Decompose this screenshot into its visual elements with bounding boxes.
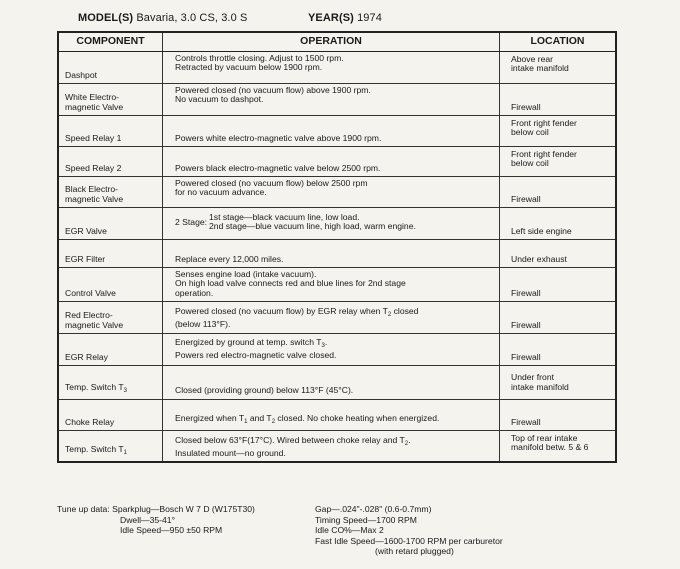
year-label: YEAR(S) — [308, 12, 354, 24]
component-name: Black Electro- — [65, 184, 119, 195]
operation-line: Closed below 63°F(17°C). Wired between choke relay and $T_2$. — [175, 435, 411, 447]
operation-line: No vacuum to dashpot. — [175, 94, 264, 105]
operation-prefix: 2 Stage: — [175, 217, 208, 227]
table-row — [59, 83, 615, 115]
operation-line: Senses engine load (intake vacuum). — [175, 269, 317, 279]
tuneup-data-right — [315, 504, 503, 557]
tuneup-fast-idle-note: (with retard plugged) — [375, 546, 454, 556]
location-line: Top of rear intake — [511, 433, 578, 443]
operation-line: Powered closed (no vacuum flow) below 2500 rpm — [175, 178, 368, 188]
component-name: EGR Relay — [65, 351, 108, 362]
operation-line: Closed (providing ground) below 113°F (45°C). — [175, 384, 354, 395]
location-line: Firewall — [511, 416, 541, 427]
table-row — [59, 176, 615, 207]
operation-line: 1st stage—black vacuum line, low load. — [209, 212, 360, 222]
component-name: Temp. Switch $T_1$ — [65, 443, 127, 456]
operation-line: for no vacuum advance. — [175, 187, 267, 198]
location-line: Firewall — [511, 101, 541, 112]
table-row — [59, 399, 615, 430]
model-value: Bavaria, 3.0 CS, 3.0 S — [136, 12, 248, 24]
operation-line: 2nd stage—blue vacuum line, high load, warm engine. — [209, 221, 416, 232]
location-line: intake manifold — [511, 381, 569, 392]
location-line: Firewall — [511, 351, 541, 362]
table-row — [59, 239, 615, 267]
operation-line: Powers white electro-magnetic valve above 1900 rpm. — [175, 132, 382, 143]
component-name: magnetic Valve — [65, 193, 124, 204]
location-line: Under front — [511, 372, 554, 383]
tuneup-sparkplug: Sparkplug—Bosch W 7 D (W175T30) — [112, 504, 255, 514]
tuneup-idle-co: Idle CO%—Max 2 — [315, 525, 384, 535]
component-name: magnetic Valve — [65, 101, 124, 112]
location-line: below coil — [511, 127, 549, 138]
location-line: Front right fender — [511, 149, 577, 159]
operation-line: Energized by ground at temp. switch $T_3$. — [175, 337, 328, 349]
column-header-component: COMPONENT — [59, 33, 163, 51]
document-header — [78, 12, 382, 24]
operation-line: Powers black electro-magnetic valve below 2500 rpm. — [175, 162, 381, 173]
table-row — [59, 52, 615, 83]
component-table — [57, 31, 617, 463]
component-name: Control Valve — [65, 287, 116, 298]
component-name: White Electro- — [65, 92, 119, 103]
component-name: magnetic Valve — [65, 319, 124, 330]
table-row — [59, 115, 615, 146]
location-line: manifold betw. 5 & 6 — [511, 442, 589, 453]
table-row — [59, 301, 615, 333]
tuneup-gap: Gap—.024"-.028" (0.6-0.7mm) — [315, 504, 432, 514]
component-name: EGR Valve — [65, 225, 107, 236]
component-name: Temp. Switch $T_3$ — [65, 381, 127, 394]
tuneup-data-left — [57, 504, 255, 536]
table-row — [59, 207, 615, 239]
location-line: Under exhaust — [511, 253, 567, 264]
location-line: intake manifold — [511, 63, 569, 74]
table-row — [59, 430, 615, 461]
operation-line: Powers red electro-magnetic valve closed. — [175, 350, 337, 361]
operation-line: Retracted by vacuum below 1900 rpm. — [175, 62, 323, 73]
year-value: 1974 — [357, 12, 382, 24]
operation-line: Replace every 12,000 miles. — [175, 253, 284, 264]
location-line: Front right fender — [511, 118, 577, 128]
operation-line: Powered closed (no vacuum flow) above 1900 rpm. — [175, 85, 371, 95]
table-row — [59, 146, 615, 176]
tuneup-dwell: Dwell—35-41° — [120, 514, 176, 525]
column-header-operation: OPERATION — [163, 33, 500, 51]
column-header-location: LOCATION — [530, 35, 585, 48]
location-line: Firewall — [511, 319, 541, 330]
operation-line: Energized when $T_1$ and $T_2$ closed. No choke heating when energized. — [175, 412, 440, 425]
operation-line: On high load valve connects red and blue lines for 2nd stage — [175, 278, 406, 289]
component-name: Speed Relay 2 — [65, 162, 122, 173]
location-line: below coil — [511, 158, 549, 169]
location-line: Firewall — [511, 287, 541, 298]
tuneup-idle-speed: Idle Speed—950 ±50 RPM — [120, 525, 223, 535]
location-line: Firewall — [511, 193, 541, 204]
tuneup-timing: Timing Speed—1700 RPM — [315, 514, 417, 525]
component-name: Dashpot — [65, 69, 98, 80]
location-line: Left side engine — [511, 225, 572, 236]
operation-line: Controls throttle closing. Adjust to 1500 rpm. — [175, 53, 344, 63]
tuneup-label: Tune up data: — [57, 504, 110, 514]
operation-line: operation. — [175, 287, 214, 298]
component-name: Choke Relay — [65, 416, 115, 427]
component-name: Red Electro- — [65, 310, 113, 321]
operation-line: (below 113°F). — [175, 319, 231, 330]
component-name: EGR Filter — [65, 253, 106, 264]
operation-line: Powered closed (no vacuum flow) by EGR relay when $T_2$ closed — [175, 306, 419, 318]
table-row — [59, 267, 615, 301]
location-line: Above rear — [511, 54, 554, 64]
model-label: MODEL(S) — [78, 12, 134, 24]
table-row — [59, 365, 615, 399]
component-name: Speed Relay 1 — [65, 132, 122, 143]
operation-line: Insulated mount—no ground. — [175, 448, 286, 459]
tuneup-fast-idle: Fast Idle Speed—1600-1700 RPM per carburetor — [315, 535, 503, 546]
table-row — [59, 333, 615, 365]
table-header-row — [59, 33, 615, 52]
